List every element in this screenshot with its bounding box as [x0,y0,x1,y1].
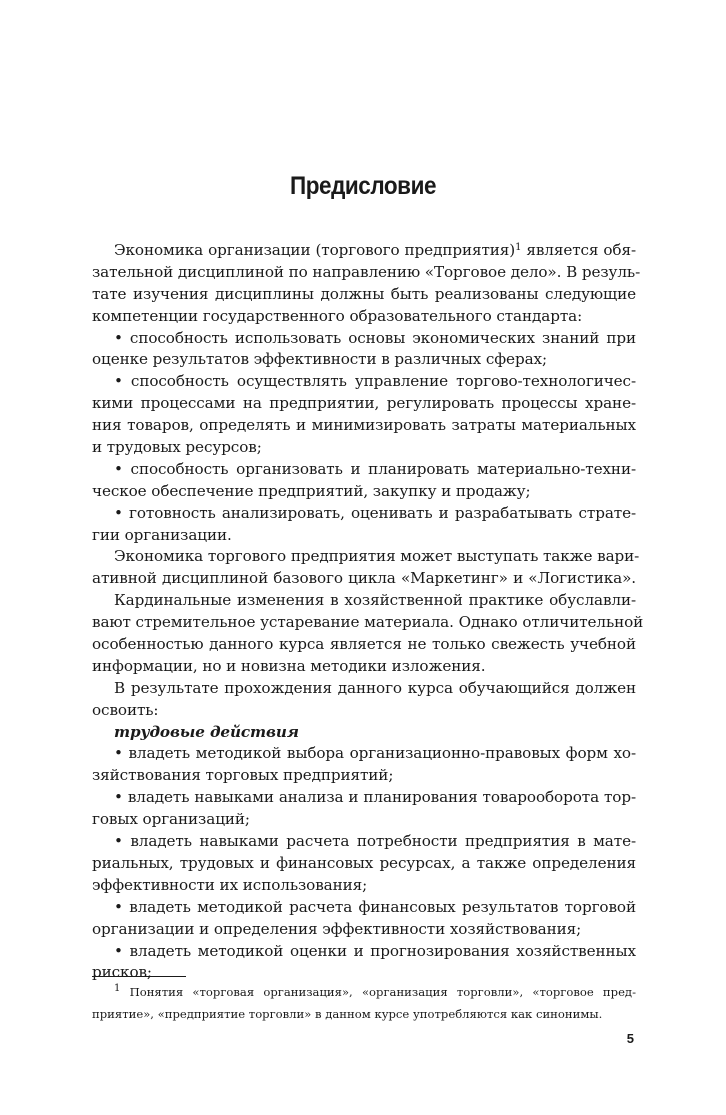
text-line: ативной дисциплиной базового цикла «Маркетинг» и «Логистика». [92,569,636,588]
text-line: эффективности их использования; [92,875,368,894]
text-line: риальных, трудовых и финансовых ресурсах, а также определения [92,853,636,872]
text-line: освоить: [92,700,159,719]
page-title: Предисловие [289,172,437,200]
footnote-line-2: приятие», «предприятие торговли» в данном курсе употребляются как синонимы. [92,1006,603,1021]
text-line: тате изучения дисциплины должны быть реализованы следующие [92,284,636,303]
text-line: оценке результатов эффективности в различных сферах; [92,350,548,369]
main-text [92,240,644,984]
text-line: • владеть навыками анализа и планирования товарооборота тор- [114,788,636,807]
footnote-divider [92,976,186,977]
text-line: говых организаций; [92,810,250,829]
text-line: организации и определения эффективности хозяйствования; [92,919,582,938]
text-line: ния товаров, определять и минимизировать затраты материальных [92,416,636,435]
text-line: Кардинальные изменения в хозяйственной практике обуславли- [114,591,636,610]
text-line: особенностью данного курса является не только свежесть учебной [92,635,636,654]
text-line: В результате прохождения данного курса обучающийся должен [114,678,636,697]
text-line: вают стремительное устаревание материала. Однако отличительной [92,613,644,632]
text-line: зяйствования торговых предприятий; [92,766,394,785]
text-line: и трудовых ресурсов; [92,438,262,457]
text-line: Экономика торгового предприятия может выступать также вари- [114,547,640,566]
text-line: ческое обеспечение предприятий, закупку и продажу; [92,481,531,500]
text-line: • владеть навыками расчета потребности предприятия в мате- [114,832,636,851]
text-line: компетенции государственного образовательного стандарта: [92,306,583,325]
footnote-mark: 1 [114,983,121,994]
text-line: • готовность анализировать, оценивать и разрабатывать страте- [114,503,636,522]
text-line: • владеть методикой расчета финансовых результатов торговой [114,897,636,916]
text-line: трудовые действия [114,722,299,741]
text-line: информации, но и новизна методики изложения. [92,656,486,675]
text-line: • способность осуществлять управление торгово-технологичес- [114,372,636,391]
footnote [92,983,636,1027]
text-line: зательной дисциплиной по направлению «Торговое дело». В резуль- [92,262,641,281]
text-line: • владеть методикой оценки и прогнозирования хозяйственных [114,941,636,960]
footnote-reference: 1 [515,242,522,253]
text-line: кими процессами на предприятии, регулировать процессы хране- [92,394,636,413]
page-number: 5 [626,1031,634,1046]
text-line: • владеть методикой выбора организационно-правовых форм хо- [114,744,636,763]
text-line: гии организации. [92,525,232,544]
text-line: Экономика организации (торгового предприятия)$^1$ является обя- [114,241,636,259]
text-line: • способность использовать основы экономических знаний при [114,328,636,347]
text-line: рисков; [92,963,152,982]
footnote-line-1: $^1$ Понятия «торговая организация», «организация торговли», «торговое пред- [114,983,636,999]
text-line: • способность организовать и планировать материально-техни- [114,459,636,478]
